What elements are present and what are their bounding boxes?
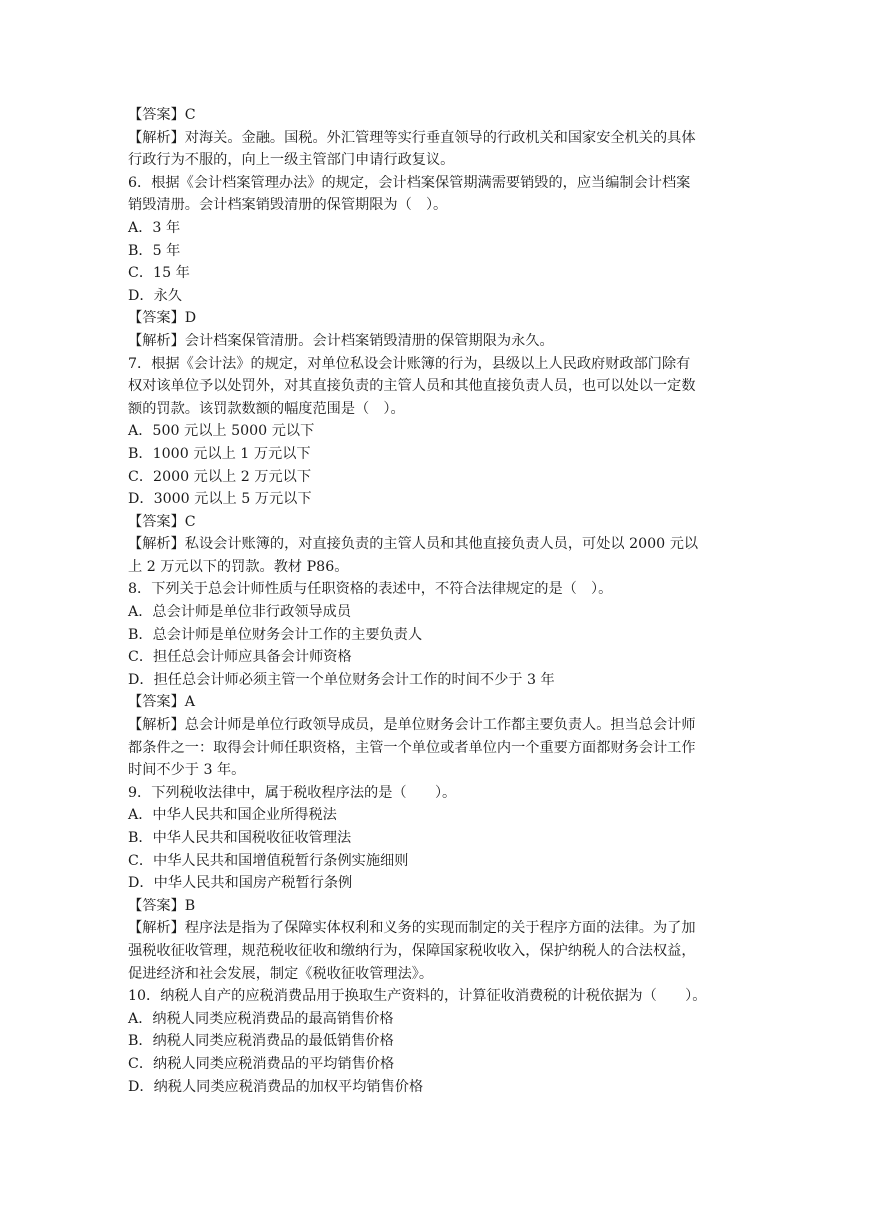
explanation-line: 【解析】私设会计账簿的，对直接负责的主管人员和其他直接负责人员，可处以 2000 元以: [128, 536, 699, 553]
document-page: [128, 104, 748, 1098]
explanation-line: 时间不少于 3 年。: [128, 762, 246, 779]
explanation-line: 促进经济和社会发展，制定《税收征收管理法》。: [128, 965, 434, 982]
explanation-line: 行政行为不服的，向上一级主管部门申请行政复议。: [128, 152, 455, 169]
option-b: B．总会计师是单位财务会计工作的主要负责人: [128, 626, 423, 643]
option-a: A．中华人民共和国企业所得税法: [128, 807, 337, 824]
question-6-text: 6．根据《会计档案管理办法》的规定，会计档案保管期满需要销毁的，应当编制会计档案: [128, 174, 691, 191]
option-b: B．纳税人同类应税消费品的最低销售价格: [128, 1033, 394, 1050]
option-c: C．担任总会计师应具备会计师资格: [128, 649, 352, 666]
option-a: A．纳税人同类应税消费品的最高销售价格: [128, 1010, 394, 1027]
option-d: D．永久: [128, 287, 182, 304]
question-7-text: 7．根据《会计法》的规定，对单位私设会计账簿的行为，县级以上人民政府财政部门除有: [128, 355, 691, 372]
option-b: B．中华人民共和国税收征收管理法: [128, 830, 352, 846]
option-a: A．总会计师是单位非行政领导成员: [128, 604, 352, 621]
answer-line: 【答案】C: [128, 513, 196, 530]
answer-line: 【答案】D: [128, 310, 197, 327]
option-b: B．5 年: [128, 242, 181, 259]
option-d: D．纳税人同类应税消费品的加权平均销售价格: [128, 1078, 424, 1095]
answer-line: 【答案】C: [128, 107, 196, 123]
option-d: D．中华人民共和国房产税暂行条例: [128, 875, 353, 892]
option-a: A．500 元以上 5000 元以下: [128, 423, 315, 440]
explanation-line: 上 2 万元以下的罚款。教材 P86。: [128, 558, 349, 575]
explanation-line: 【解析】总会计师是单位行政领导成员，是单位财务会计工作都主要负责人。担当总会计师: [128, 717, 696, 734]
answer-line: 【答案】A: [128, 694, 195, 711]
option-d: D．3000 元以上 5 万元以下: [128, 491, 312, 508]
question-7-text: 权对该单位予以处罚外，对其直接负责的主管人员和其他直接负责人员，也可以处以一定数: [128, 378, 696, 395]
option-a: A．3 年: [128, 219, 181, 236]
option-c: C．纳税人同类应税消费品的平均销售价格: [128, 1055, 395, 1072]
explanation-line: 都条件之一：取得会计师任职资格，主管一个单位或者单位内一个重要方面都财务会计工作: [128, 739, 696, 756]
question-10-text: 10．纳税人自产的应税消费品用于换取生产资料的，计算征收消费税的计税依据为（ ）。: [128, 988, 707, 1005]
option-b: B．1000 元以上 1 万元以下: [128, 445, 311, 462]
question-6-text: 销毁清册。会计档案销毁清册的保管期限为（ ）。: [128, 197, 448, 214]
option-c: C．中华人民共和国增值税暂行条例实施细则: [128, 852, 409, 869]
explanation-line: 【解析】对海关。金融。国税。外汇管理等实行垂直领导的行政机关和国家安全机关的具体: [128, 129, 696, 146]
option-c: C．15 年: [128, 265, 190, 282]
question-9-text: 9．下列税收法律中，属于税收程序法的是（ ）。: [128, 784, 457, 801]
explanation-line: 【解析】会计档案保管清册。会计档案销毁清册的保管期限为永久。: [128, 332, 554, 349]
question-8-text: 8．下列关于总会计师性质与任职资格的表述中，不符合法律规定的是（ ）。: [128, 581, 613, 598]
question-7-text: 额的罚款。该罚款数额的幅度范围是（ ）。: [128, 400, 405, 417]
explanation-line: 【解析】程序法是指为了保障实体权利和义务的实现而制定的关于程序方面的法律。为了加: [128, 920, 696, 937]
option-d: D．担任总会计师必须主管一个单位财务会计工作的时间不少于 3 年: [128, 671, 555, 688]
explanation-line: 强税收征收管理，规范税收征收和缴纳行为，保障国家税收收入，保护纳税人的合法权益，: [128, 942, 696, 959]
option-c: C．2000 元以上 2 万元以下: [128, 468, 312, 485]
answer-line: 【答案】B: [128, 897, 196, 914]
